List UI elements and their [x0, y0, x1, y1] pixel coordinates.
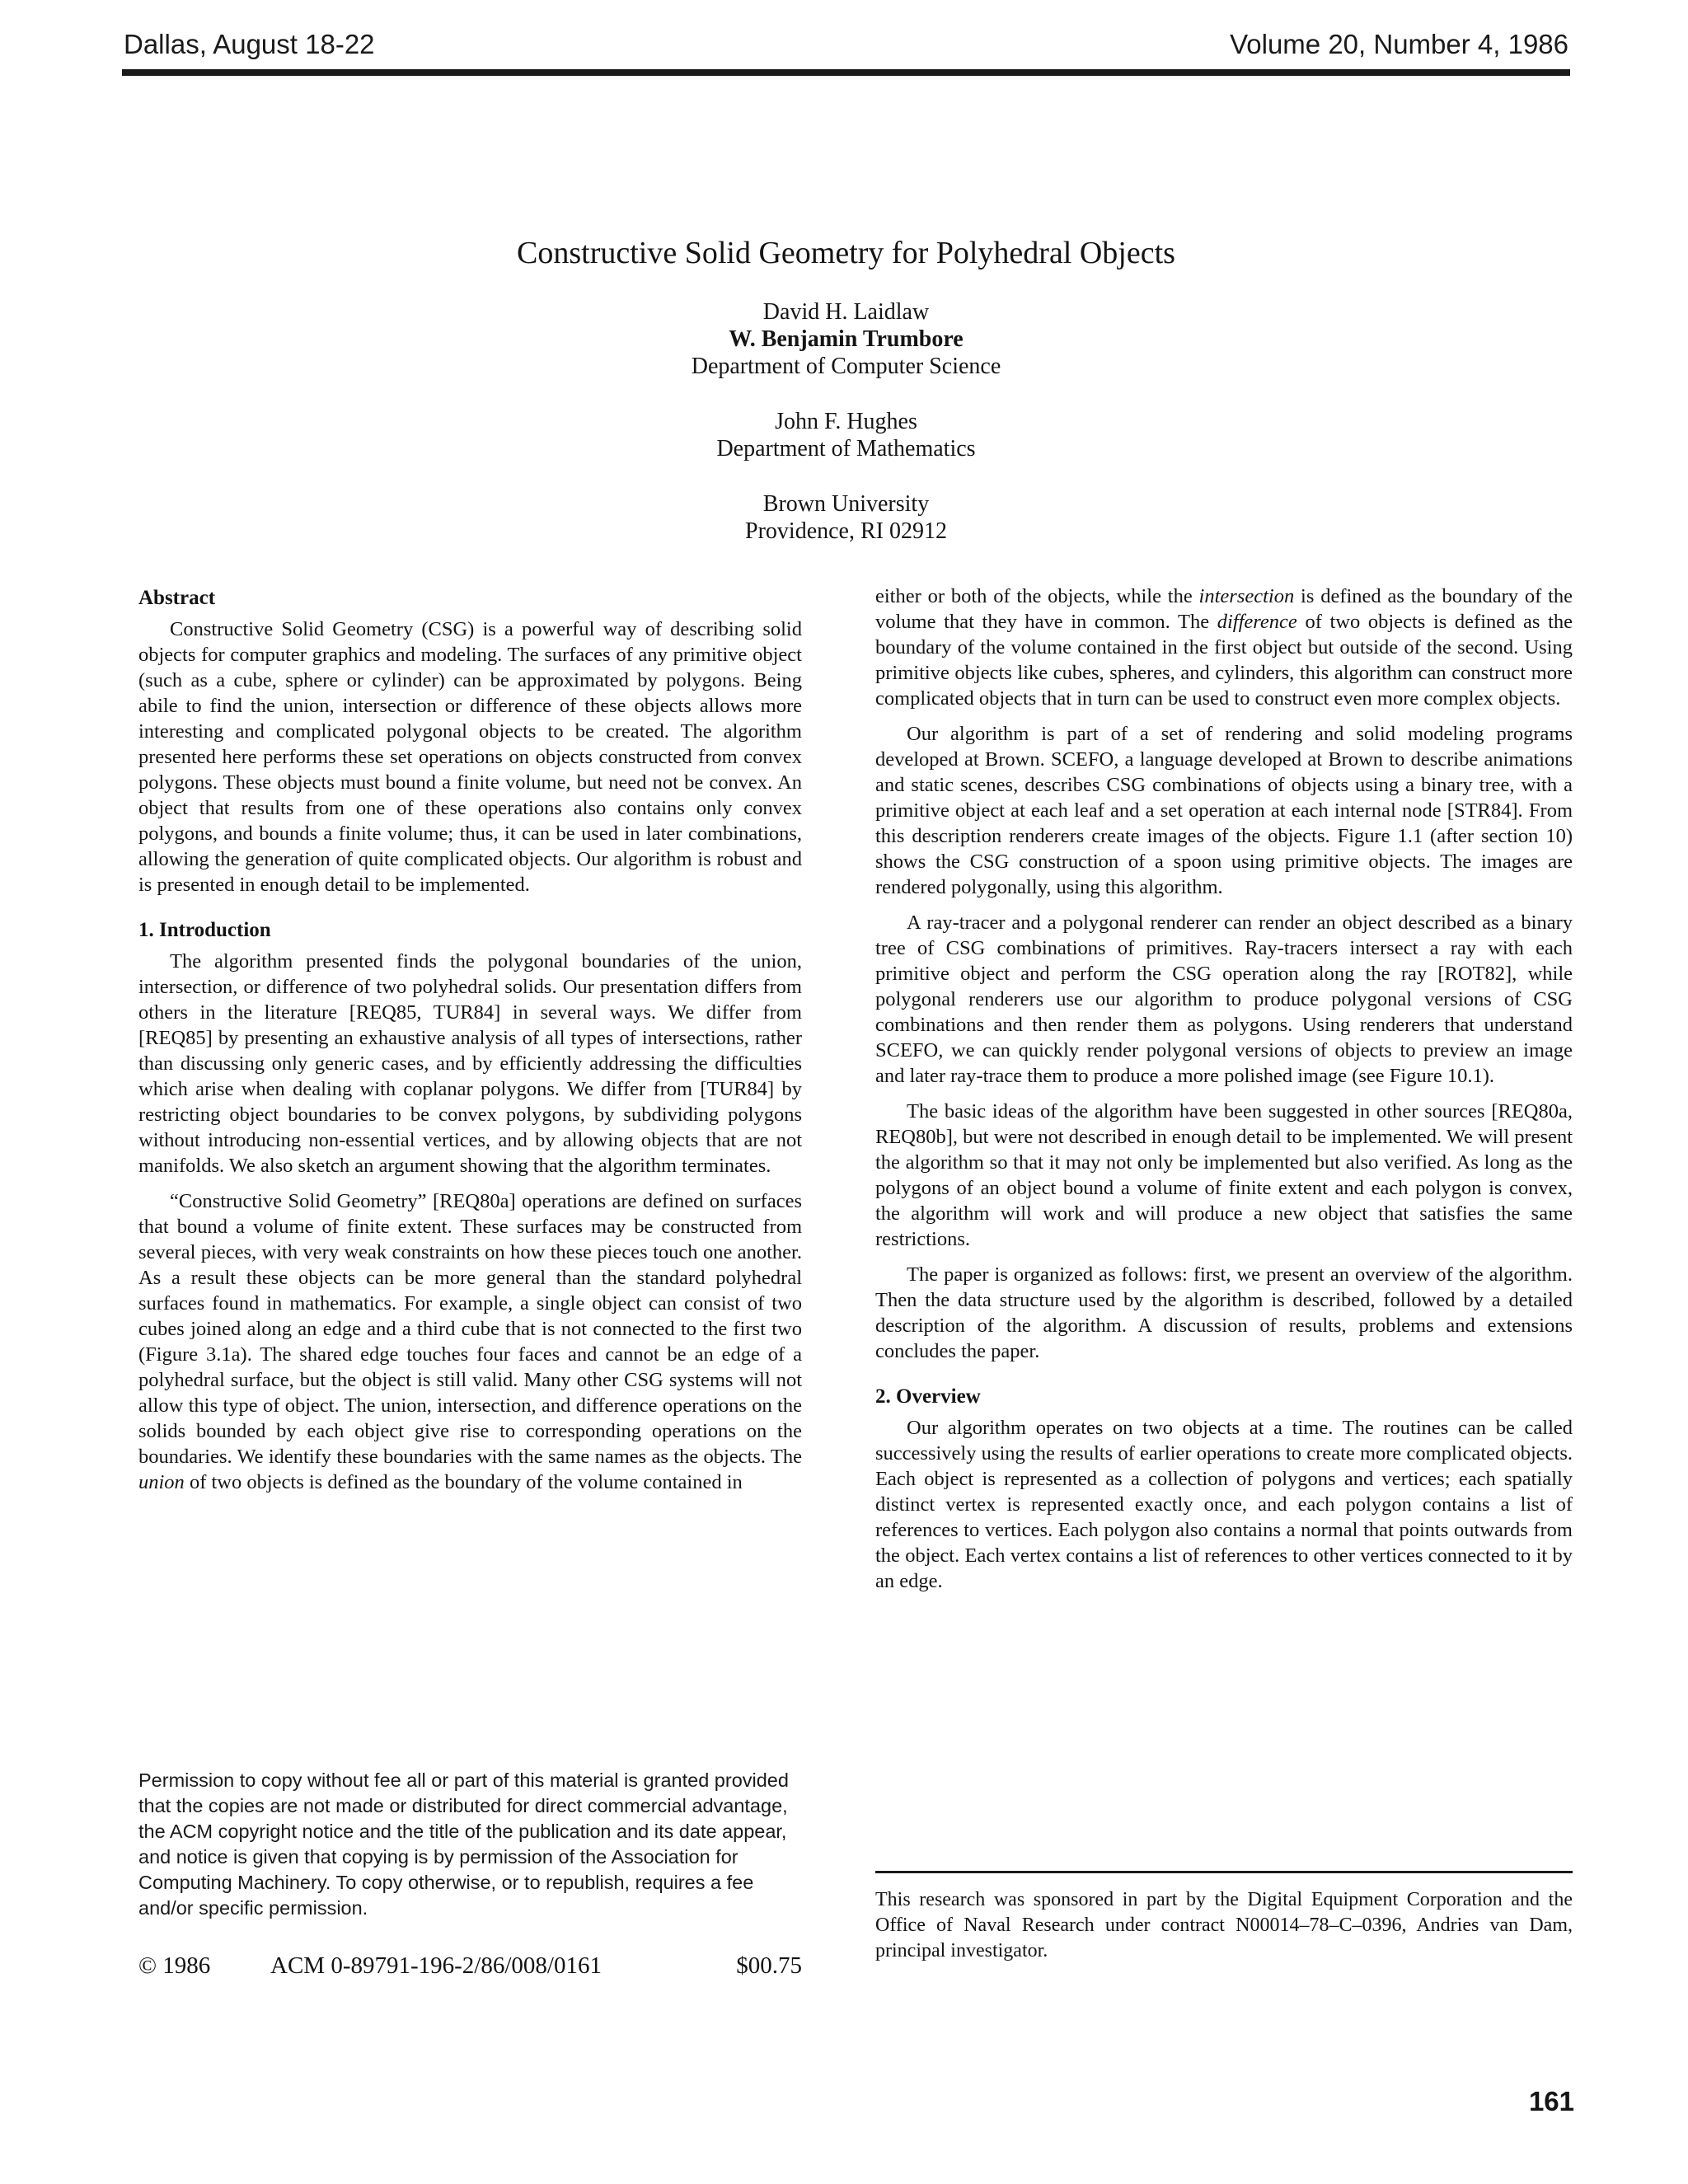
- intro-paragraph-2: “Constructive Solid Geometry” [REQ80a] operations are defined on surfaces that bound a volume of finite extent. These surfaces may be constructed from several pieces, with very weak constraints on how these pieces touch one another. As a result these objects can be more general than the standard polyhedral surfaces found in mathematics. For example, a single object can consist of two cubes joined along an edge and a third cube that is not connected to the first two (Figure 3.1a). The shared edge touches four faces and cannot be an edge of a polyhedral surface, but the object is still valid. Many other CSG systems will not allow this type of object. The union, intersection, and difference operations on the solids bounded by each object give rise to corresponding operations on the boundaries. We identify these boundaries with the same names as the objects. The union of two objects is defined as the boundary of the volume contained in: [138, 1190, 802, 1493]
- overview-heading: 2. Overview: [875, 1385, 981, 1408]
- term-intersection: intersection: [1198, 585, 1295, 607]
- left-column: [138, 585, 802, 1495]
- intro-paragraph-3: either or both of the objects, while the intersection is defined as the boundary of the volume that they have in common. The difference of two objects is defined as the boundary of the volume contained in the first object but outside of the second. Using primitive objects like cubes, spheres, and cylinders, this algorithm can construct more complicated objects that in turn can be used to construct even more complex objects.: [875, 585, 1573, 710]
- acm-code: ACM 0-89791-196-2/86/008/0161: [270, 1952, 602, 1979]
- author-trumbore: W. Benjamin Trumbore: [729, 326, 964, 352]
- title-block: [124, 232, 1568, 545]
- author-laidlaw: David H. Laidlaw: [762, 299, 930, 325]
- overview-paragraph-1: Our algorithm operates on two objects at a time. The routines can be called successively using the results of earlier operations to create more complicated objects. Each object is represented as a collection of polygons and vertices; each spatially distinct vertex is represented exactly once, and each polygon contains a list of references to vertices. Each polygon also contains a normal that points outwards from the object. Each vertex contains a list of references to other vertices connected to it by an edge.: [875, 1417, 1573, 1592]
- right-column: [875, 583, 1573, 1594]
- header-venue: Dallas, August 18-22: [124, 29, 375, 59]
- department-cs: Department of Computer Science: [691, 354, 1001, 379]
- department-math: Department of Mathematics: [716, 436, 976, 462]
- intro-paragraph-6: The basic ideas of the algorithm have been suggested in other sources [REQ80a, REQ80b], but were not described in enough detail to be implemented. We will present the algorithm so that it may not only be implemented but also verified. As long as the polygons of an object bound a volume of finite extent and each polygon is convex, the algorithm will work and will produce a new object that satisfies the same restrictions.: [875, 1100, 1573, 1250]
- paper-title: Constructive Solid Geometry for Polyhedral Objects: [517, 236, 1175, 270]
- term-difference: difference: [1217, 611, 1297, 633]
- abstract-heading: Abstract: [138, 587, 216, 609]
- university: Brown University: [762, 491, 930, 517]
- copyright-year: © 1986: [138, 1952, 211, 1979]
- header-rule: [122, 69, 1570, 76]
- term-union: union: [138, 1471, 185, 1493]
- page-number: 161: [1528, 2086, 1574, 2116]
- city: Providence, RI 02912: [745, 518, 947, 544]
- footnote-rule: [875, 1871, 1573, 1873]
- intro-heading: 1. Introduction: [138, 919, 271, 941]
- intro-paragraph-1: The algorithm presented finds the polygonal boundaries of the union, intersection, or difference of two polyhedral solids. Our presentation differs from others in the literature [REQ85, TUR84] in several ways. We differ from [REQ85] by presenting an exhaustive analysis of all types of intersections, rather than discussing only generic cases, and by efficiently addressing the difficulties which arise when dealing with coplanar polygons. We differ from [TUR84] by restricting object boundaries to be convex polygons, by subdividing polygons without introducing non-essential vertices, and by allowing objects that are not manifolds. We also sketch an argument showing that the algorithm terminates.: [138, 950, 802, 1177]
- header-volume: Volume 20, Number 4, 1986: [1230, 29, 1568, 59]
- permission-notice: Permission to copy without fee all or part of this material is granted provided that the copies are not made or distributed for direct commercial advantage, the ACM copyright notice and the title of the publication and its date appear, and notice is given that copying is by permission of the Association for Computing Machinery. To copy otherwise, or to republish, requires a fee and/or specific permission.: [138, 1769, 789, 1919]
- intro-paragraph-5: A ray-tracer and a polygonal renderer can render an object described as a binary tree of CSG combinations of primitives. Ray-tracers intersect a ray with each primitive object and perform the CSG operation along the ray [ROT82], while polygonal renderers use our algorithm to produce polygonal versions of CSG combinations and then render them as polygons. Using renderers that understand SCEFO, we can quickly render polygonal versions of objects to preview an image and later ray-trace them to produce a more polished image (see Figure 10.1).: [875, 912, 1573, 1087]
- price: $00.75: [736, 1952, 802, 1979]
- sponsor-footnote: This research was sponsored in part by the Digital Equipment Corporation and the Office of Naval Research under contract N00014–78–C–0396, Andries van Dam, principal investigator.: [875, 1889, 1573, 1961]
- intro-paragraph-7: The paper is organized as follows: first, we present an overview of the algorithm. Then the data structure used by the algorithm is described, followed by a detailed description of the algorithm. A discussion of results, problems and extensions concludes the paper.: [875, 1263, 1573, 1362]
- copyright-line: [138, 1949, 802, 1982]
- intro-paragraph-4: Our algorithm is part of a set of rendering and solid modeling programs developed at Brown. SCEFO, a language developed at Brown to describe animations and static scenes, describes CSG combinations of objects using a binary tree, with a primitive object at each leaf and a set operation at each internal node [STR84]. From this description renderers create images of the objects. Figure 1.1 (after section 10) shows the CSG construction of a spoon using primitive objects. The images are rendered polygonally, using this algorithm.: [875, 723, 1573, 898]
- running-header: [124, 25, 1568, 64]
- abstract-text: Constructive Solid Geometry (CSG) is a powerful way of describing solid objects for computer graphics and modeling. The surfaces of any primitive object (such as a cube, sphere or cylinder) can be approximated by polygons. Being abile to find the union, intersection or difference of these objects allows more interesting and complicated polygonal objects to be created. The algorithm presented here performs these set operations on objects constructed from convex polygons. These objects must bound a finite volume, but need not be convex. An object that results from one of these operations also contains only convex polygons, and bounds a finite volume; thus, it can be used in later combinations, allowing the generation of quite complicated objects. Our algorithm is robust and is presented in enough detail to be implemented.: [138, 618, 802, 896]
- author-hughes: John F. Hughes: [775, 409, 917, 434]
